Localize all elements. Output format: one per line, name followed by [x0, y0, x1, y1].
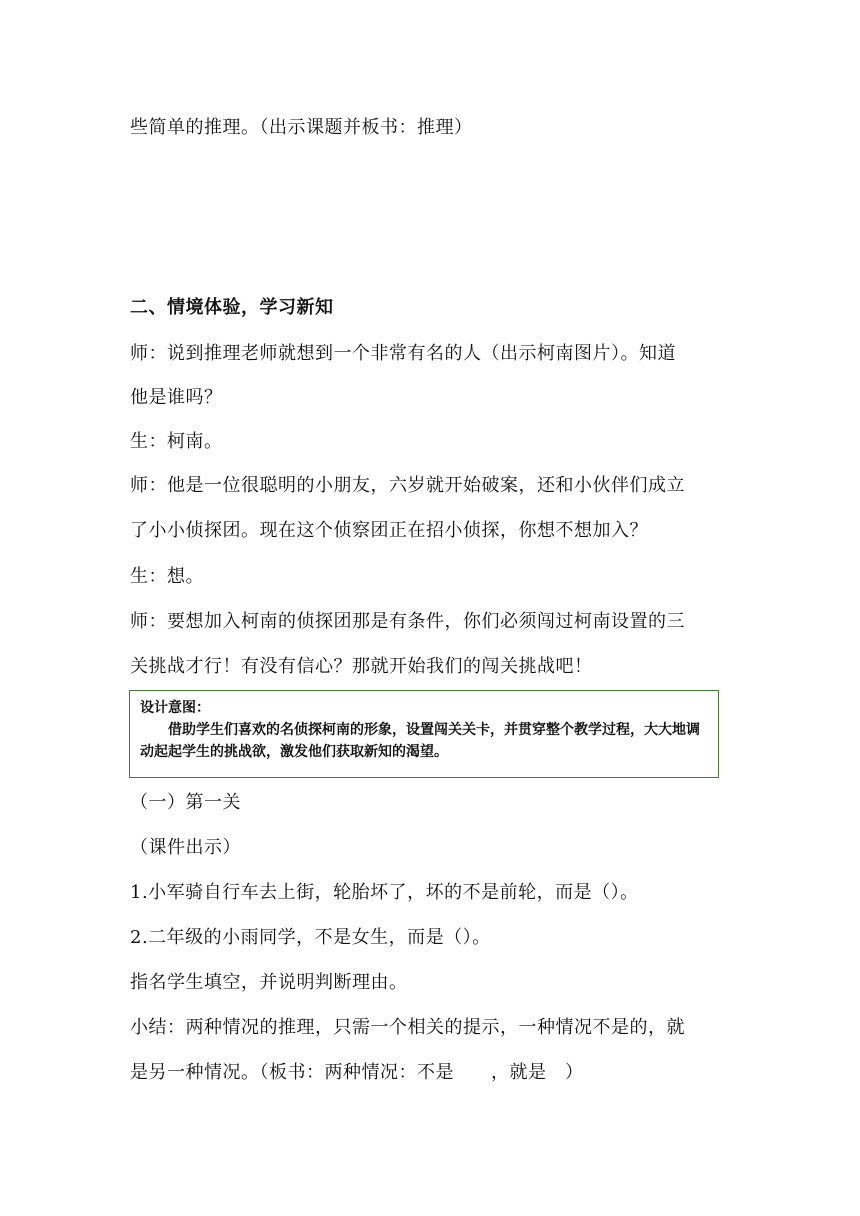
paragraph-line: 他是谁吗？: [130, 387, 223, 408]
paragraph-line: 是另一种情况。（板书：两种情况：不是 ，就是 ）: [130, 1062, 584, 1083]
paragraph-line: 些简单的推理。（出示课题并板书：推理）: [130, 117, 473, 138]
paragraph-line: 生：想。: [130, 566, 204, 587]
paragraph-line: 了小小侦探团。现在这个侦察团正在招小侦探，你想不想加入？: [130, 520, 648, 541]
exercise-item: 1.小军骑自行车去上街，轮胎坏了，坏的不是前轮，而是（）。: [130, 882, 639, 903]
paragraph-line: 师：他是一位很聪明的小朋友，六岁就开始破案，还和小伙伴们成立: [130, 475, 685, 496]
paragraph-line: 小结：两种情况的推理，只需一个相关的提示，一种情况不是的，就: [130, 1017, 685, 1038]
subsection-heading: （一）第一关: [130, 792, 241, 813]
section-heading: 二、情境体验，学习新知: [130, 297, 334, 318]
exercise-item: 2.二年级的小雨同学，不是女生，而是（）。: [130, 927, 491, 948]
design-note-text: 借助学生们喜欢的名侦探柯南的形象，设置闯关关卡，并贯穿整个教学过程，大大地调动起起学生的挑战欲，激发他们获取新知的渴望。: [140, 722, 700, 760]
paragraph-line: 师：说到推理老师就想到一个非常有名的人（出示柯南图片）。知道: [130, 343, 676, 364]
design-note-title: 设计意图：: [140, 700, 210, 716]
paragraph-line: 关挑战才行！有没有信心？那就开始我们的闯关挑战吧！: [130, 656, 593, 677]
paragraph-line: 指名学生填空，并说明判断理由。: [130, 972, 408, 993]
paragraph-line: 师：要想加入柯南的侦探团那是有条件，你们必须闯过柯南设置的三: [130, 611, 685, 632]
design-note-box: [129, 690, 719, 778]
paragraph-line: 生：柯南。: [130, 431, 223, 452]
paragraph-line: （课件出示）: [130, 837, 241, 858]
